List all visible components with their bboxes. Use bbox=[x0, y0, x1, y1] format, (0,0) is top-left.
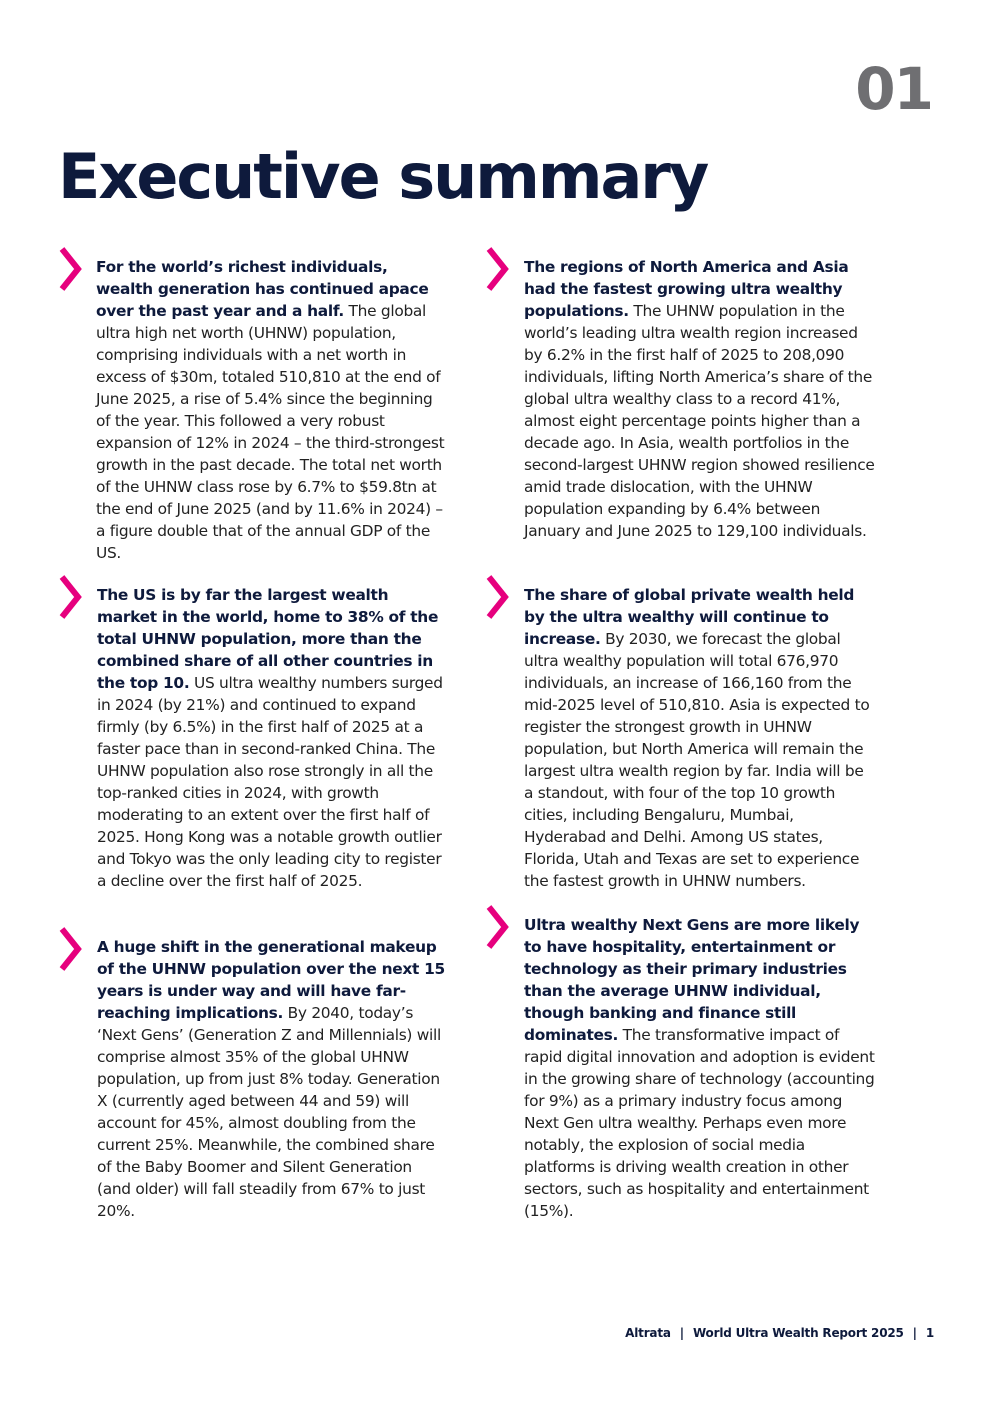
item-lead: The US is by far the largest wealth market in the world, home to 38% of the total UHNW population, more than the combined share of all other countries in the top 10. bbox=[97, 586, 439, 692]
page-title: Executive summary bbox=[58, 140, 708, 213]
footer-separator: | bbox=[912, 1326, 917, 1340]
section-number: 01 bbox=[855, 55, 932, 123]
footer-separator: | bbox=[679, 1326, 684, 1340]
item-body: By 2030, we forecast the global ultra wealthy population will total 676,970 individuals, an increase of 166,160 from the mid-2025 level of 510,810. Asia is expected to register the strongest growth in UHNW population, but North America will remain the largest ultra wealth region by far. India will be a standout, with four of the top 10 growth cities, including Bengaluru, Mumbai, Hyderabad and Delhi. Among US states, Florida, Utah and Texas are set to experience the fastest growth in UHNW numbers. bbox=[524, 630, 870, 890]
chevron-right-icon bbox=[57, 926, 83, 972]
item-body: US ultra wealthy numbers surged in 2024 (by 21%) and continued to expand firmly (by 6.5%) in the first half of 2025 at a faster pace than in second-ranked China. The UHNW population also rose strongly in all the top-ranked cities in 2024, with growth moderating to an extent over the first half of 2025. Hong Kong was a notable growth outlier and Tokyo was the only leading city to register a decline over the first half of 2025. bbox=[97, 674, 443, 890]
summary-item-1 bbox=[96, 256, 448, 564]
summary-item-3 bbox=[97, 936, 449, 1222]
summary-item-4 bbox=[524, 256, 876, 542]
chevron-right-icon bbox=[484, 246, 510, 292]
summary-item-2 bbox=[97, 584, 449, 892]
item-body: The global ultra high net worth (UHNW) population, comprising individuals with a net worth in excess of $30m, totaled 510,810 at the end of June 2025, a rise of 5.4% since the beginning of the year. This followed a very robust expansion of 12% in 2024 – the third-strongest growth in the past decade. The total net worth of the UHNW class rose by 6.7% to $59.8tn at the end of June 2025 (and by 11.6% in 2024) – a figure double that of the annual GDP of the US. bbox=[96, 302, 445, 562]
chevron-right-icon bbox=[484, 574, 510, 620]
footer-report-title: World Ultra Wealth Report 2025 bbox=[692, 1326, 904, 1340]
chevron-right-icon bbox=[57, 574, 83, 620]
summary-item-6 bbox=[524, 914, 876, 1222]
footer-brand: Altrata bbox=[625, 1326, 671, 1340]
item-body: The UHNW population in the world’s leading ultra wealth region increased by 6.2% in the first half of 2025 to 208,090 individuals, lifting North America’s share of the global ultra wealthy class to a record 41%, almost eight percentage points higher than a decade ago. In Asia, wealth portfolios in the second-largest UHNW region showed resilience amid trade dislocation, with the UHNW population expanding by 6.4% between January and June 2025 to 129,100 individuals. bbox=[524, 302, 875, 540]
item-lead: The regions of North America and Asia had the fastest growing ultra wealthy populations. bbox=[524, 258, 849, 320]
item-lead: The share of global private wealth held by the ultra wealthy will continue to increase. bbox=[524, 586, 855, 648]
item-lead: A huge shift in the generational makeup of the UHNW population over the next 15 years is under way and will have far-reaching implications. bbox=[97, 938, 445, 1022]
page-footer bbox=[625, 1326, 934, 1340]
item-lead: Ultra wealthy Next Gens are more likely to have hospitality, entertainment or technology as their primary industries than the average UHNW individual, though banking and finance still dominates. bbox=[524, 916, 860, 1044]
summary-item-5 bbox=[524, 584, 876, 892]
item-body: By 2040, today’s ‘Next Gens’ (Generation Z and Millennials) will comprise almost 35% of the global UHNW population, up from just 8% today. Generation X (currently aged between 44 and 59) will account for 45%, almost doubling from the current 25%. Meanwhile, the combined share of the Baby Boomer and Silent Generation (and older) will fall steadily from 67% to just 20%. bbox=[97, 1004, 441, 1220]
item-lead: For the world’s richest individuals, wealth generation has continued apace over the past year and a half. bbox=[96, 258, 429, 320]
chevron-right-icon bbox=[484, 904, 510, 950]
chevron-right-icon bbox=[57, 246, 83, 292]
item-body: The transformative impact of rapid digital innovation and adoption is evident in the growing share of technology (accounting for 9%) as a primary industry focus among Next Gen ultra wealthy. Perhaps even more notably, the explosion of social media platforms is driving wealth creation in other sectors, such as hospitality and entertainment (15%). bbox=[524, 1026, 875, 1220]
page-number: 1 bbox=[925, 1326, 934, 1340]
